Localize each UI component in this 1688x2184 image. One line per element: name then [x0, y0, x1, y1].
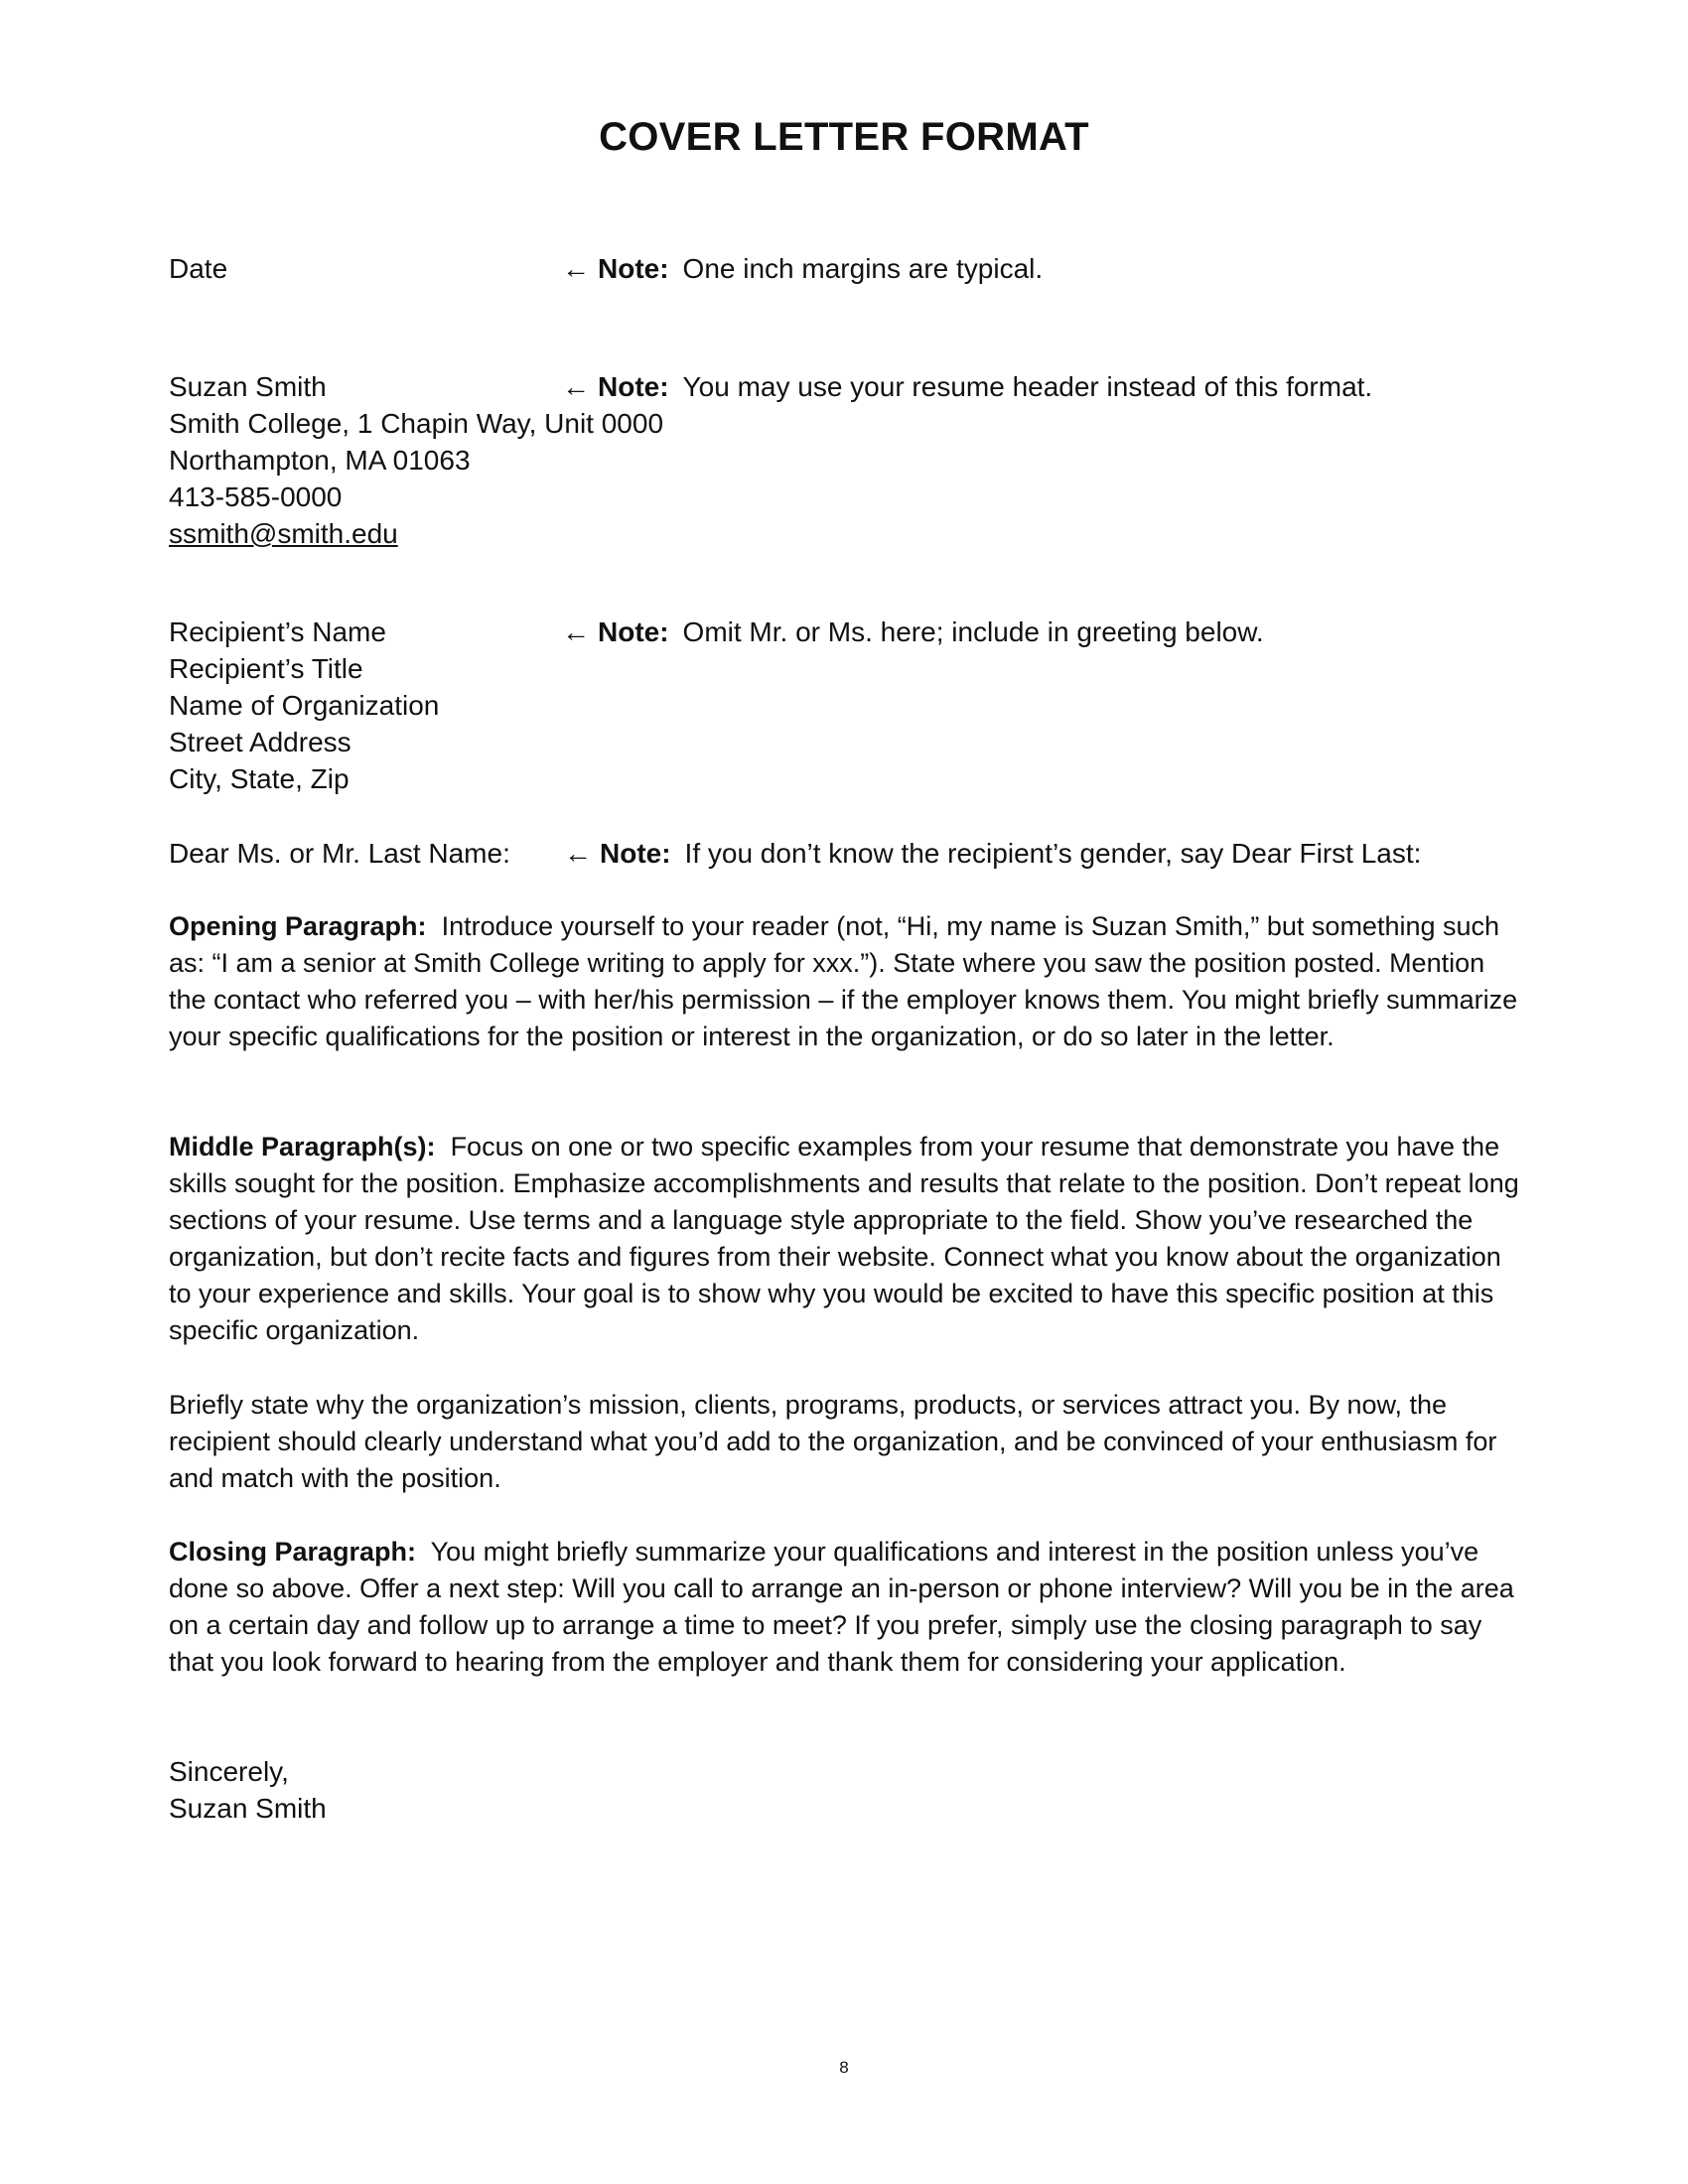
middle-paragraph [169, 1129, 1529, 1349]
opening-text: Introduce yourself to your reader (not, “Hi, my name is Suzan Smith,” but something such as: “I am a senior at Smith College writing to apply for xxx.”). State where you saw the position posted. Mention the contact who referred you – with her/his permission – if the employer knows them. You might briefly summarize your specific qualifications for the position or interest in the organization, or do so later in the letter. [169, 911, 1518, 1051]
recipient-city: City, State, Zip [169, 763, 350, 794]
note-text: One inch margins are typical. [682, 253, 1044, 284]
opening-label: Opening Paragraph: [169, 911, 427, 941]
middle-label: Middle Paragraph(s): [169, 1132, 436, 1161]
closing-text: You might briefly summarize your qualifications and interest in the position unless you’ve done so above. Offer a next step: Will you call to arrange an in-person or phone interview? Will you be in the area on a certain day and follow up to arrange a time to meet? If you prefer, simply use the closing paragraph to say that you look forward to hearing from the employer and thank them for considering your application. [169, 1537, 1514, 1677]
recipient-note [562, 614, 1264, 650]
valediction: Sincerely, [169, 1756, 289, 1787]
margin-note [562, 250, 1043, 287]
left-arrow-icon: ← [564, 838, 592, 869]
greeting: Dear Ms. or Mr. Last Name: [169, 838, 510, 869]
header-note [562, 368, 1372, 405]
opening-paragraph [169, 908, 1529, 1055]
note-label: Note: [598, 616, 669, 647]
note-label: Note: [598, 371, 669, 402]
signature-name: Suzan Smith [169, 1793, 327, 1824]
left-arrow-icon: ← [562, 371, 590, 402]
sender-phone: 413-585-0000 [169, 481, 343, 512]
recipient-title: Recipient’s Title [169, 653, 363, 684]
mission-paragraph: Briefly state why the organization’s mission, clients, programs, products, or services attract you. By now, the recipient should clearly understand what you’d add to the organization, and be convinced of your enthusiasm for and match with the position. [169, 1390, 1497, 1493]
left-arrow-icon: ← [562, 253, 590, 284]
sender-address-line1: Smith College, 1 Chapin Way, Unit 0000 [169, 408, 664, 439]
recipient-organization: Name of Organization [169, 690, 440, 721]
note-text: Omit Mr. or Ms. here; include in greeting below. [682, 616, 1264, 647]
closing-paragraph [169, 1534, 1529, 1681]
left-arrow-icon: ← [562, 616, 590, 647]
page-title: COVER LETTER FORMAT [599, 115, 1089, 159]
note-label: Note: [598, 253, 669, 284]
closing-label: Closing Paragraph: [169, 1537, 417, 1567]
note-label: Note: [600, 838, 671, 869]
recipient-name: Recipient’s Name [169, 616, 386, 647]
sender-email-link[interactable]: ssmith@smith.edu [169, 518, 398, 549]
sender-name: Suzan Smith [169, 371, 327, 402]
middle-text: Focus on one or two specific examples from your resume that demonstrate you have the skills sought for the position. Emphasize accomplishments and results that relate to the position. Don’t repeat long sections of your resume. Use terms and a language style appropriate to the field. Show you’ve researched the organization, but don’t recite facts and figures from their website. Connect what you know about the organization to your experience and skills. Your goal is to show why you would be excited to have this specific position at this specific organization. [169, 1132, 1519, 1345]
recipient-street: Street Address [169, 727, 352, 757]
sender-address-line2: Northampton, MA 01063 [169, 445, 471, 476]
date-label: Date [169, 253, 228, 284]
note-text: You may use your resume header instead of this format. [682, 371, 1373, 402]
greeting-note [564, 835, 1421, 872]
page-number: 8 [839, 2058, 849, 2077]
note-text: If you don’t know the recipient’s gender, say Dear First Last: [684, 838, 1422, 869]
